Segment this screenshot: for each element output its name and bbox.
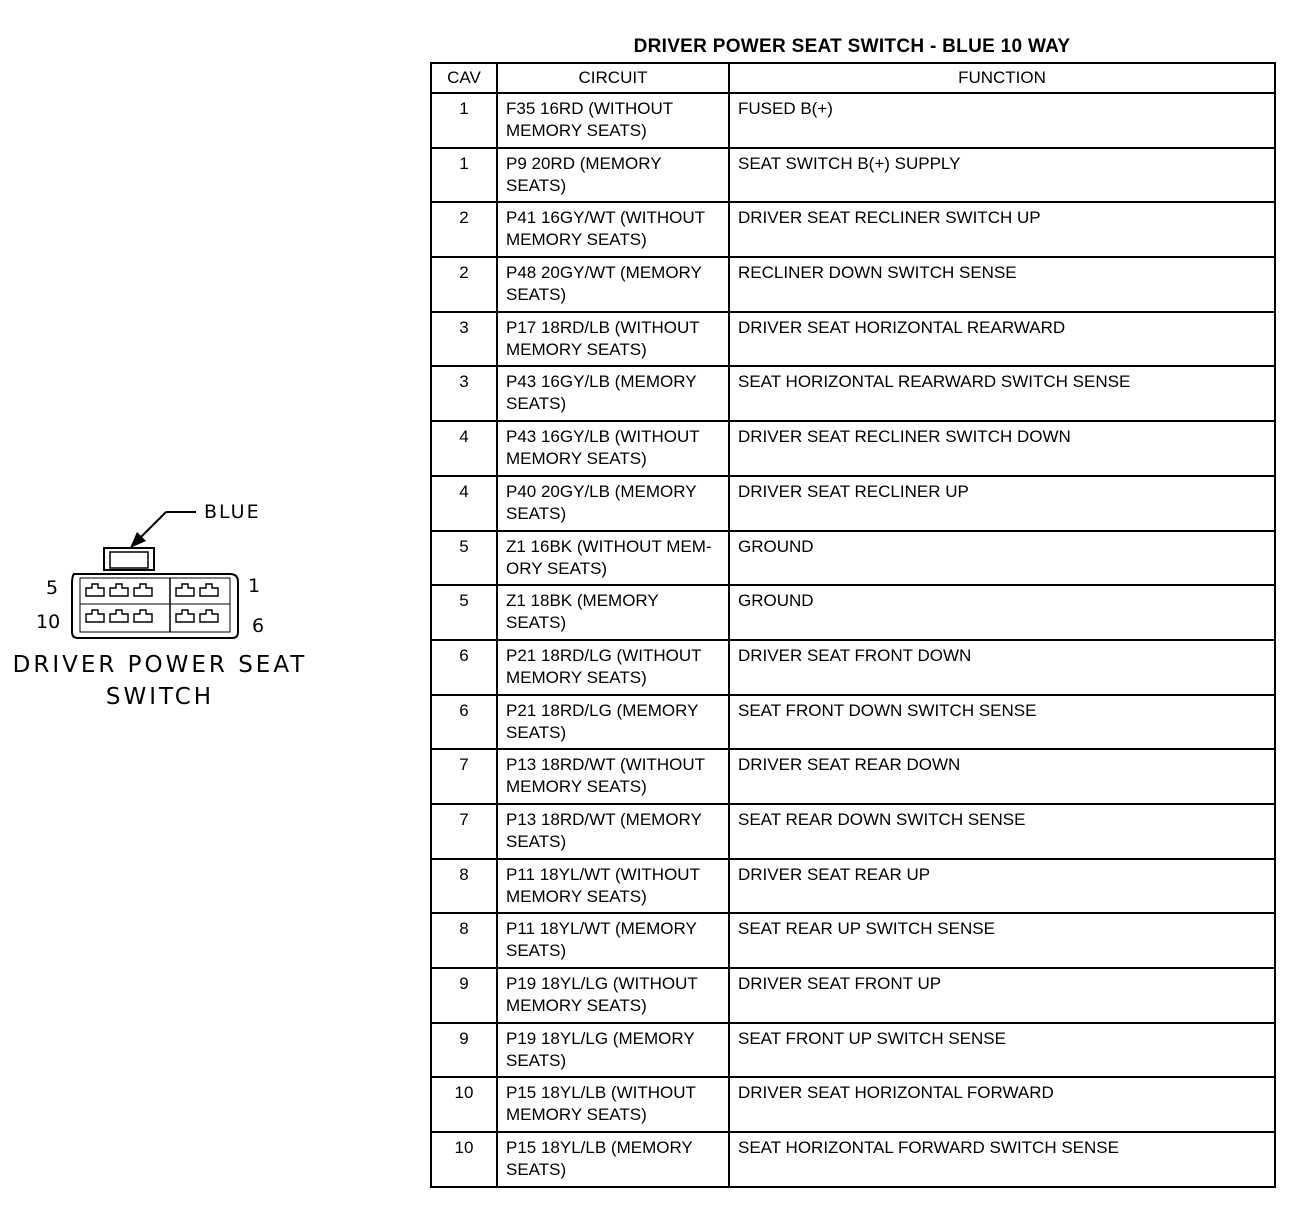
pin-label-6: 6 xyxy=(252,615,265,637)
table-row xyxy=(431,93,1275,148)
cell-function: SEAT HORIZONTAL FORWARD SWITCH SENSE xyxy=(729,1132,1275,1187)
cell-function: DRIVER SEAT FRONT UP xyxy=(729,968,1275,1023)
cell-circuit: P15 18YL/LB (WITHOUT MEMORY SEATS) xyxy=(497,1077,729,1132)
table-row xyxy=(431,531,1275,586)
cell-function: SEAT REAR UP SWITCH SENSE xyxy=(729,913,1275,968)
table-row xyxy=(431,859,1275,914)
cell-cav: 2 xyxy=(431,202,497,257)
connector-drawing xyxy=(0,0,420,720)
table-row xyxy=(431,202,1275,257)
table-row xyxy=(431,749,1275,804)
cell-cav: 5 xyxy=(431,585,497,640)
cell-cav: 6 xyxy=(431,640,497,695)
cell-cav: 3 xyxy=(431,312,497,367)
cell-cav: 10 xyxy=(431,1132,497,1187)
table-row xyxy=(431,1023,1275,1078)
cell-function: GROUND xyxy=(729,531,1275,586)
cell-cav: 1 xyxy=(431,148,497,203)
cell-function: FUSED B(+) xyxy=(729,93,1275,148)
cell-function: DRIVER SEAT HORIZONTAL FORWARD xyxy=(729,1077,1275,1132)
table-row xyxy=(431,366,1275,421)
cell-circuit: Z1 18BK (MEMORY SEATS) xyxy=(497,585,729,640)
table-row xyxy=(431,585,1275,640)
cell-cav: 8 xyxy=(431,859,497,914)
connector-diagram xyxy=(0,0,420,1206)
cell-cav: 7 xyxy=(431,749,497,804)
cell-circuit: P11 18YL/WT (WITHOUT MEMORY SEATS) xyxy=(497,859,729,914)
cell-cav: 2 xyxy=(431,257,497,312)
table-row xyxy=(431,640,1275,695)
table-body xyxy=(431,93,1275,1187)
cell-cav: 9 xyxy=(431,968,497,1023)
cell-cav: 6 xyxy=(431,695,497,750)
cell-cav: 8 xyxy=(431,913,497,968)
cell-function: RECLINER DOWN SWITCH SENSE xyxy=(729,257,1275,312)
cell-circuit: P13 18RD/WT (WITHOUT MEMORY SEATS) xyxy=(497,749,729,804)
header-cav: CAV xyxy=(431,63,497,93)
table-row xyxy=(431,1077,1275,1132)
table-row xyxy=(431,804,1275,859)
table-title: DRIVER POWER SEAT SWITCH - BLUE 10 WAY xyxy=(633,36,1071,57)
cell-circuit: Z1 16BK (WITHOUT MEM-ORY SEATS) xyxy=(497,531,729,586)
cell-circuit: P9 20RD (MEMORY SEATS) xyxy=(497,148,729,203)
table-row xyxy=(431,968,1275,1023)
cell-circuit: P19 18YL/LG (WITHOUT MEMORY SEATS) xyxy=(497,968,729,1023)
cell-function: SEAT FRONT DOWN SWITCH SENSE xyxy=(729,695,1275,750)
cell-cav: 10 xyxy=(431,1077,497,1132)
cell-circuit: P48 20GY/WT (MEMORY SEATS) xyxy=(497,257,729,312)
cell-cav: 1 xyxy=(431,93,497,148)
cell-circuit: P17 18RD/LB (WITHOUT MEMORY SEATS) xyxy=(497,312,729,367)
table-row xyxy=(431,476,1275,531)
pin-label-5: 5 xyxy=(46,577,59,599)
cell-circuit: P13 18RD/WT (MEMORY SEATS) xyxy=(497,804,729,859)
cell-function: SEAT REAR DOWN SWITCH SENSE xyxy=(729,804,1275,859)
header-circuit: CIRCUIT xyxy=(497,63,729,93)
cell-function: DRIVER SEAT RECLINER SWITCH DOWN xyxy=(729,421,1275,476)
cell-circuit: P11 18YL/WT (MEMORY SEATS) xyxy=(497,913,729,968)
table-row xyxy=(431,312,1275,367)
cell-function: SEAT SWITCH B(+) SUPPLY xyxy=(729,148,1275,203)
cell-circuit: P43 16GY/LB (WITHOUT MEMORY SEATS) xyxy=(497,421,729,476)
cell-cav: 9 xyxy=(431,1023,497,1078)
cell-function: DRIVER SEAT RECLINER SWITCH UP xyxy=(729,202,1275,257)
cell-cav: 4 xyxy=(431,421,497,476)
cell-function: DRIVER SEAT REAR UP xyxy=(729,859,1275,914)
cell-circuit: P15 18YL/LB (MEMORY SEATS) xyxy=(497,1132,729,1187)
cell-function: GROUND xyxy=(729,585,1275,640)
cell-function: DRIVER SEAT HORIZONTAL REARWARD xyxy=(729,312,1275,367)
cell-circuit: P43 16GY/LB (MEMORY SEATS) xyxy=(497,366,729,421)
cell-cav: 5 xyxy=(431,531,497,586)
table-row xyxy=(431,913,1275,968)
connector-color-label: BLUE xyxy=(204,501,261,523)
cell-circuit: P40 20GY/LB (MEMORY SEATS) xyxy=(497,476,729,531)
pin-label-10: 10 xyxy=(36,611,61,633)
cell-circuit: P41 16GY/WT (WITHOUT MEMORY SEATS) xyxy=(497,202,729,257)
cell-cav: 3 xyxy=(431,366,497,421)
table-row xyxy=(431,257,1275,312)
cell-function: DRIVER SEAT REAR DOWN xyxy=(729,749,1275,804)
cell-cav: 7 xyxy=(431,804,497,859)
table-row xyxy=(431,148,1275,203)
cell-function: DRIVER SEAT FRONT DOWN xyxy=(729,640,1275,695)
cell-function: DRIVER SEAT RECLINER UP xyxy=(729,476,1275,531)
pin-label-1: 1 xyxy=(248,575,261,597)
cell-circuit: F35 16RD (WITHOUT MEMORY SEATS) xyxy=(497,93,729,148)
pinout-table xyxy=(430,62,1276,1188)
cell-circuit: P21 18RD/LG (WITHOUT MEMORY SEATS) xyxy=(497,640,729,695)
cell-cav: 4 xyxy=(431,476,497,531)
connector-caption-line1: DRIVER POWER SEAT xyxy=(12,652,308,678)
cell-circuit: P21 18RD/LG (MEMORY SEATS) xyxy=(497,695,729,750)
table-header-row xyxy=(431,63,1275,93)
table-row xyxy=(431,695,1275,750)
cell-circuit: P19 18YL/LG (MEMORY SEATS) xyxy=(497,1023,729,1078)
cell-function: SEAT FRONT UP SWITCH SENSE xyxy=(729,1023,1275,1078)
cell-function: SEAT HORIZONTAL REARWARD SWITCH SENSE xyxy=(729,366,1275,421)
leader-line-diagonal xyxy=(140,512,166,538)
header-function: FUNCTION xyxy=(729,63,1275,93)
table-row xyxy=(431,1132,1275,1187)
table-row xyxy=(431,421,1275,476)
connector-caption-line2: SWITCH xyxy=(105,684,215,710)
